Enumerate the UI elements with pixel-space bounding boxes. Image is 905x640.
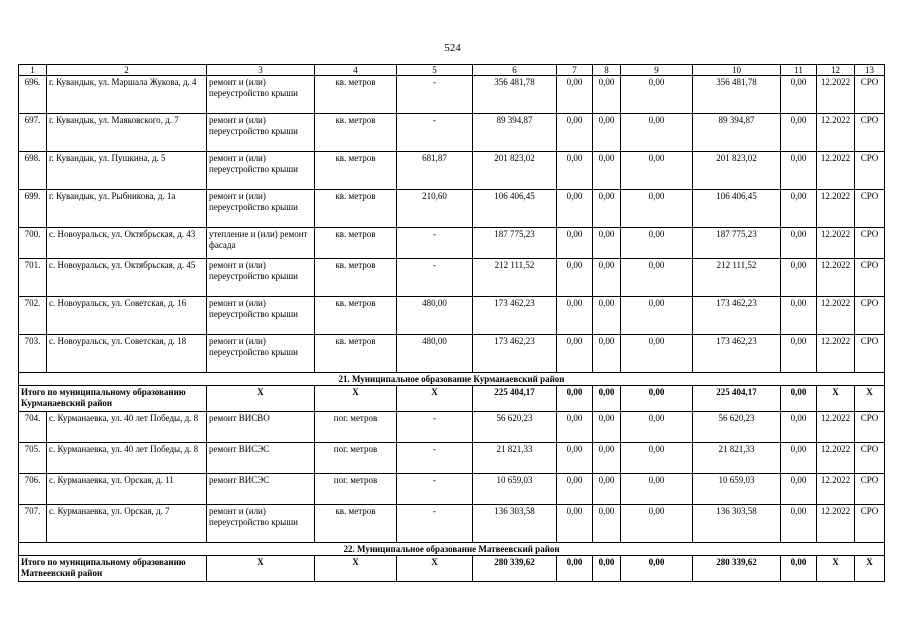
work-type-cell: ремонт и (или) переустройство крыши — [207, 190, 315, 228]
executor-cell: СРО — [855, 190, 885, 228]
regional-value-cell: 0,00 — [621, 114, 693, 152]
completion-date-cell: 12.2022 — [817, 412, 855, 443]
section-21-row — [19, 373, 885, 386]
regional-value-cell: 0,00 — [621, 152, 693, 190]
total-cost-cell: 280 339,62 — [473, 556, 557, 582]
total-col-8-cell: 0,00 — [593, 556, 621, 582]
fund-value-cell: 0,00 — [557, 76, 593, 114]
executor-cell: СРО — [855, 259, 885, 297]
table-row — [19, 152, 885, 190]
work-type-cell: ремонт ВИСЭС — [207, 474, 315, 505]
owner-value-cell: 173 462,23 — [693, 335, 781, 373]
fund-value-cell: 0,00 — [557, 505, 593, 543]
unit-cell: кв. метров — [315, 259, 397, 297]
total-col-5-cell: X — [397, 556, 473, 582]
quantity-cell: - — [397, 412, 473, 443]
column-header-10: 10 — [693, 65, 781, 76]
executor-cell: СРО — [855, 335, 885, 373]
unit-cell: пог. метров — [315, 443, 397, 474]
total-col-9-cell: 0,00 — [621, 556, 693, 582]
quantity-cell: - — [397, 76, 473, 114]
total-col-11-cell: 0,00 — [781, 386, 817, 412]
budget-value-cell: 0,00 — [593, 335, 621, 373]
quantity-cell: - — [397, 259, 473, 297]
regional-value-cell: 0,00 — [621, 259, 693, 297]
work-type-cell: ремонт и (или) переустройство крыши — [207, 114, 315, 152]
column-header-7: 7 — [557, 65, 593, 76]
unit-cell: кв. метров — [315, 335, 397, 373]
owner-value-cell: 21 821,33 — [693, 443, 781, 474]
row-number-cell: 705. — [19, 443, 47, 474]
completion-date-cell: 12.2022 — [817, 297, 855, 335]
row-number-cell: 701. — [19, 259, 47, 297]
program-table — [18, 64, 885, 582]
quantity-cell: - — [397, 443, 473, 474]
total-col-9-cell: 0,00 — [621, 386, 693, 412]
total-21-row — [19, 386, 885, 412]
budget-value-cell: 0,00 — [593, 443, 621, 474]
owner-value-cell: 106 406,45 — [693, 190, 781, 228]
row-number-cell: 706. — [19, 474, 47, 505]
regional-value-cell: 0,00 — [621, 76, 693, 114]
total-col-12-cell: X — [817, 386, 855, 412]
other-value-cell: 0,00 — [781, 297, 817, 335]
work-type-cell: ремонт и (или) переустройство крыши — [207, 259, 315, 297]
fund-value-cell: 0,00 — [557, 297, 593, 335]
other-value-cell: 0,00 — [781, 152, 817, 190]
work-type-cell: ремонт и (или) переустройство крыши — [207, 297, 315, 335]
fund-value-cell: 0,00 — [557, 259, 593, 297]
fund-value-cell: 0,00 — [557, 114, 593, 152]
executor-cell: СРО — [855, 474, 885, 505]
completion-date-cell: 12.2022 — [817, 259, 855, 297]
address-cell: с. Новоуральск, ул. Октябрьская, д. 43 — [47, 228, 207, 259]
other-value-cell: 0,00 — [781, 259, 817, 297]
row-number-cell: 703. — [19, 335, 47, 373]
completion-date-cell: 12.2022 — [817, 505, 855, 543]
regional-value-cell: 0,00 — [621, 474, 693, 505]
unit-cell: кв. метров — [315, 76, 397, 114]
work-type-cell: ремонт ВИСЭС — [207, 443, 315, 474]
fund-value-cell: 0,00 — [557, 152, 593, 190]
other-value-cell: 0,00 — [781, 505, 817, 543]
owner-value-cell: 201 823,02 — [693, 152, 781, 190]
table-row — [19, 297, 885, 335]
unit-cell: пог. метров — [315, 412, 397, 443]
budget-value-cell: 0,00 — [593, 505, 621, 543]
budget-value-cell: 0,00 — [593, 152, 621, 190]
work-type-cell: ремонт и (или) переустройство крыши — [207, 152, 315, 190]
regional-value-cell: 0,00 — [621, 443, 693, 474]
completion-date-cell: 12.2022 — [817, 228, 855, 259]
table-row — [19, 335, 885, 373]
address-cell: с. Курманаевка, ул. Орская, д. 11 — [47, 474, 207, 505]
work-type-cell: ремонт и (или) переустройство крыши — [207, 335, 315, 373]
column-header-12: 12 — [817, 65, 855, 76]
budget-value-cell: 0,00 — [593, 259, 621, 297]
total-cost-cell: 136 303,58 — [473, 505, 557, 543]
budget-value-cell: 0,00 — [593, 474, 621, 505]
quantity-cell: 210,60 — [397, 190, 473, 228]
executor-cell: СРО — [855, 152, 885, 190]
total-col-10-cell: 280 339,62 — [693, 556, 781, 582]
executor-cell: СРО — [855, 412, 885, 443]
quantity-cell: - — [397, 474, 473, 505]
address-cell: с. Новоуральск, ул. Советская, д. 16 — [47, 297, 207, 335]
table-row — [19, 259, 885, 297]
executor-cell: СРО — [855, 297, 885, 335]
completion-date-cell: 12.2022 — [817, 443, 855, 474]
quantity-cell: - — [397, 228, 473, 259]
column-header-3: 3 — [207, 65, 315, 76]
regional-value-cell: 0,00 — [621, 228, 693, 259]
column-header-2: 2 — [47, 65, 207, 76]
owner-value-cell: 187 775,23 — [693, 228, 781, 259]
regional-value-cell: 0,00 — [621, 297, 693, 335]
budget-value-cell: 0,00 — [593, 412, 621, 443]
regional-value-cell: 0,00 — [621, 190, 693, 228]
row-number-cell: 699. — [19, 190, 47, 228]
column-header-1: 1 — [19, 65, 47, 76]
address-cell: с. Курманаевка, ул. 40 лет Победы, д. 8 — [47, 443, 207, 474]
column-header-6: 6 — [473, 65, 557, 76]
column-header-5: 5 — [397, 65, 473, 76]
total-col-4-cell: X — [315, 556, 397, 582]
total-label-cell: Итого по муниципальному образованию Матвеевский район — [19, 556, 207, 582]
column-header-4: 4 — [315, 65, 397, 76]
total-col-8-cell: 0,00 — [593, 386, 621, 412]
budget-value-cell: 0,00 — [593, 297, 621, 335]
address-cell: г. Кувандык, ул. Пушкина, д. 5 — [47, 152, 207, 190]
owner-value-cell: 10 659,03 — [693, 474, 781, 505]
total-cost-cell: 173 462,23 — [473, 335, 557, 373]
total-22-row — [19, 556, 885, 582]
fund-value-cell: 0,00 — [557, 443, 593, 474]
total-cost-cell: 56 620,23 — [473, 412, 557, 443]
total-col-12-cell: X — [817, 556, 855, 582]
quantity-cell: 480,00 — [397, 297, 473, 335]
fund-value-cell: 0,00 — [557, 474, 593, 505]
owner-value-cell: 212 111,52 — [693, 259, 781, 297]
table-row — [19, 114, 885, 152]
quantity-cell: - — [397, 114, 473, 152]
unit-cell: пог. метров — [315, 474, 397, 505]
work-type-cell: ремонт и (или) переустройство крыши — [207, 505, 315, 543]
total-col-13-cell: X — [855, 556, 885, 582]
total-col-7-cell: 0,00 — [557, 556, 593, 582]
other-value-cell: 0,00 — [781, 443, 817, 474]
unit-cell: кв. метров — [315, 114, 397, 152]
other-value-cell: 0,00 — [781, 76, 817, 114]
owner-value-cell: 56 620,23 — [693, 412, 781, 443]
table-row — [19, 505, 885, 543]
other-value-cell: 0,00 — [781, 114, 817, 152]
executor-cell: СРО — [855, 76, 885, 114]
row-number-cell: 696. — [19, 76, 47, 114]
quantity-cell: 480,00 — [397, 335, 473, 373]
fund-value-cell: 0,00 — [557, 412, 593, 443]
column-header-9: 9 — [621, 65, 693, 76]
other-value-cell: 0,00 — [781, 474, 817, 505]
unit-cell: кв. метров — [315, 297, 397, 335]
budget-value-cell: 0,00 — [593, 190, 621, 228]
owner-value-cell: 173 462,23 — [693, 297, 781, 335]
total-col-4-cell: X — [315, 386, 397, 412]
address-cell: г. Кувандык, ул. Рыбникова, д. 1а — [47, 190, 207, 228]
other-value-cell: 0,00 — [781, 190, 817, 228]
total-col-3-cell: X — [207, 386, 315, 412]
unit-cell: кв. метров — [315, 152, 397, 190]
regional-value-cell: 0,00 — [621, 412, 693, 443]
completion-date-cell: 12.2022 — [817, 114, 855, 152]
column-header-8: 8 — [593, 65, 621, 76]
completion-date-cell: 12.2022 — [817, 76, 855, 114]
owner-value-cell: 356 481,78 — [693, 76, 781, 114]
section-title: 22. Муниципальное образование Матвеевский район — [19, 543, 885, 556]
budget-value-cell: 0,00 — [593, 114, 621, 152]
unit-cell: кв. метров — [315, 505, 397, 543]
column-number-header — [19, 65, 885, 76]
row-number-cell: 704. — [19, 412, 47, 443]
work-type-cell: ремонт ВИСВО — [207, 412, 315, 443]
other-value-cell: 0,00 — [781, 412, 817, 443]
total-cost-cell: 225 404,17 — [473, 386, 557, 412]
total-cost-cell: 356 481,78 — [473, 76, 557, 114]
address-cell: с. Новоуральск, ул. Октябрьская, д. 45 — [47, 259, 207, 297]
budget-value-cell: 0,00 — [593, 228, 621, 259]
total-cost-cell: 187 775,23 — [473, 228, 557, 259]
work-type-cell: ремонт и (или) переустройство крыши — [207, 76, 315, 114]
row-number-cell: 697. — [19, 114, 47, 152]
address-cell: г. Кувандык, ул. Маршала Жукова, д. 4 — [47, 76, 207, 114]
address-cell: с. Новоуральск, ул. Советская, д. 18 — [47, 335, 207, 373]
section-22-row — [19, 543, 885, 556]
fund-value-cell: 0,00 — [557, 228, 593, 259]
completion-date-cell: 12.2022 — [817, 152, 855, 190]
total-cost-cell: 173 462,23 — [473, 297, 557, 335]
section-title: 21. Муниципальное образование Курманаевский район — [19, 373, 885, 386]
completion-date-cell: 12.2022 — [817, 335, 855, 373]
table-row — [19, 76, 885, 114]
column-header-13: 13 — [855, 65, 885, 76]
table-row — [19, 228, 885, 259]
executor-cell: СРО — [855, 505, 885, 543]
page-number: 524 — [444, 42, 461, 54]
completion-date-cell: 12.2022 — [817, 474, 855, 505]
total-col-10-cell: 225 404,17 — [693, 386, 781, 412]
executor-cell: СРО — [855, 114, 885, 152]
row-number-cell: 700. — [19, 228, 47, 259]
total-col-13-cell: X — [855, 386, 885, 412]
quantity-cell: - — [397, 505, 473, 543]
total-col-3-cell: X — [207, 556, 315, 582]
work-type-cell: утепление и (или) ремонт фасада — [207, 228, 315, 259]
total-col-5-cell: X — [397, 386, 473, 412]
table-row — [19, 443, 885, 474]
total-cost-cell: 10 659,03 — [473, 474, 557, 505]
unit-cell: кв. метров — [315, 190, 397, 228]
address-cell: с. Курманаевка, ул. 40 лет Победы, д. 8 — [47, 412, 207, 443]
row-number-cell: 698. — [19, 152, 47, 190]
owner-value-cell: 89 394,87 — [693, 114, 781, 152]
quantity-cell: 681,87 — [397, 152, 473, 190]
row-number-cell: 707. — [19, 505, 47, 543]
table-row — [19, 474, 885, 505]
total-cost-cell: 212 111,52 — [473, 259, 557, 297]
total-cost-cell: 201 823,02 — [473, 152, 557, 190]
total-label-cell: Итого по муниципальному образованию Курманаевский район — [19, 386, 207, 412]
unit-cell: кв. метров — [315, 228, 397, 259]
table-row — [19, 190, 885, 228]
other-value-cell: 0,00 — [781, 228, 817, 259]
total-cost-cell: 106 406,45 — [473, 190, 557, 228]
other-value-cell: 0,00 — [781, 335, 817, 373]
address-cell: с. Курманаевка, ул. Орская, д. 7 — [47, 505, 207, 543]
table-row — [19, 412, 885, 443]
total-col-11-cell: 0,00 — [781, 556, 817, 582]
total-cost-cell: 89 394,87 — [473, 114, 557, 152]
regional-value-cell: 0,00 — [621, 335, 693, 373]
regional-value-cell: 0,00 — [621, 505, 693, 543]
column-header-11: 11 — [781, 65, 817, 76]
executor-cell: СРО — [855, 443, 885, 474]
table-body — [19, 65, 885, 582]
owner-value-cell: 136 303,58 — [693, 505, 781, 543]
total-col-7-cell: 0,00 — [557, 386, 593, 412]
address-cell: г. Кувандык, ул. Маяковского, д. 7 — [47, 114, 207, 152]
fund-value-cell: 0,00 — [557, 190, 593, 228]
total-cost-cell: 21 821,33 — [473, 443, 557, 474]
executor-cell: СРО — [855, 228, 885, 259]
budget-value-cell: 0,00 — [593, 76, 621, 114]
row-number-cell: 702. — [19, 297, 47, 335]
completion-date-cell: 12.2022 — [817, 190, 855, 228]
fund-value-cell: 0,00 — [557, 335, 593, 373]
